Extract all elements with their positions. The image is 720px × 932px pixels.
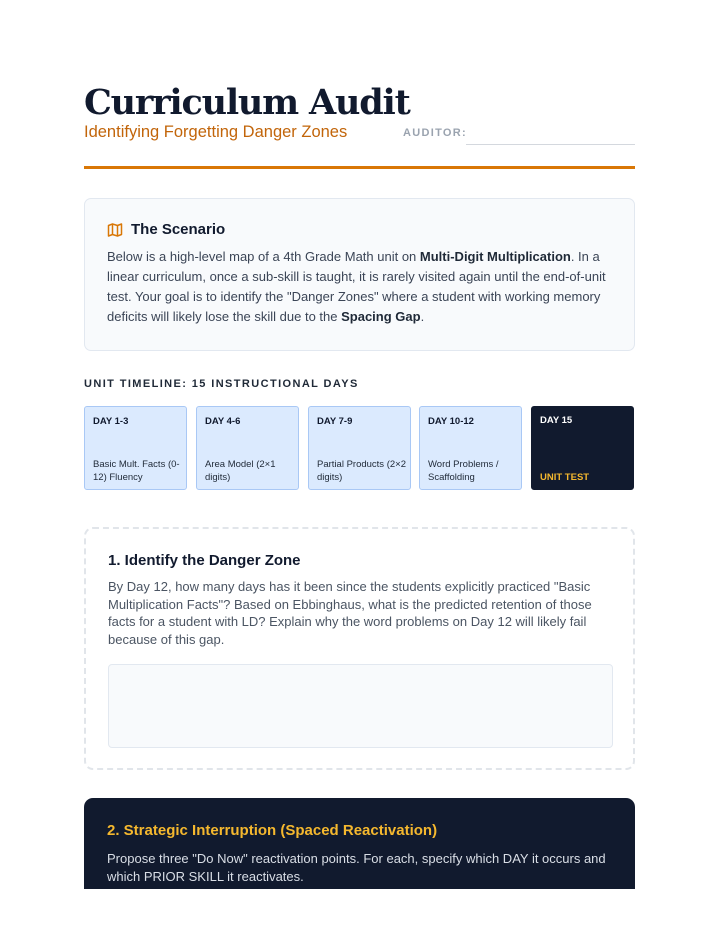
map-icon (107, 222, 123, 238)
page-bottom-margin (84, 889, 635, 932)
day-label: DAY 1-3 (93, 416, 129, 427)
timeline-heading: UNIT TIMELINE: 15 INSTRUCTIONAL DAYS (84, 378, 359, 390)
day-skill: Word Problems / Scaffolding (428, 459, 499, 483)
scenario-title: The Scenario (131, 221, 226, 238)
day-label: DAY 10-12 (428, 416, 474, 427)
timeline-card-day-7-9 (308, 406, 411, 490)
page-subtitle: Identifying Forgetting Danger Zones (84, 123, 348, 141)
auditor-label: AUDITOR: (403, 127, 467, 139)
day-skill: Area Model (2×1 digits) (205, 459, 276, 483)
day-label: DAY 4-6 (205, 416, 241, 427)
question-1-card (84, 527, 635, 770)
day-skill: Basic Mult. Facts (0-12) Fluency (93, 459, 180, 483)
day-skill: UNIT TEST (540, 472, 590, 483)
header-divider (84, 166, 635, 169)
timeline-card-day-10-12 (419, 406, 522, 490)
question-1-answer-box[interactable] (108, 664, 613, 748)
page-title: Curriculum Audit (84, 82, 410, 123)
question-1-prompt: By Day 12, how many days has it been since the students explicitly practiced "Basic Multiplication Facts"? Based on Ebbinghaus, what is the predicted retention of those facts for a student with LD? Explain why the word problems on Day 12 will likely fail because of this gap. (108, 579, 592, 647)
scenario-card (84, 198, 635, 351)
question-2-title: 2. Strategic Interruption (Spaced Reactivation) (107, 822, 438, 839)
day-skill: Partial Products (2×2 digits) (317, 459, 406, 483)
scenario-header (107, 221, 225, 238)
scenario-text: Below is a high-level map of a 4th Grade Math unit on Multi-Digit Multiplication. In a linear curriculum, once a sub-skill is taught, it is rarely visited again until the end-of-unit test. Your goal is to identify the "Danger Zones" where a student with working memory deficits will likely lose the skill due to the Spacing Gap. (107, 249, 606, 324)
timeline-card-day-4-6 (196, 406, 299, 490)
auditor-input-line[interactable] (466, 144, 635, 145)
question-1-title: 1. Identify the Danger Zone (108, 552, 301, 569)
day-label: DAY 15 (540, 415, 573, 426)
timeline-card-unit-test (531, 406, 634, 490)
timeline-card-day-1-3 (84, 406, 187, 490)
question-2-prompt: Propose three "Do Now" reactivation points. For each, specify which DAY it occurs and which PRIOR SKILL it reactivates. (107, 851, 606, 884)
day-label: DAY 7-9 (317, 416, 353, 427)
